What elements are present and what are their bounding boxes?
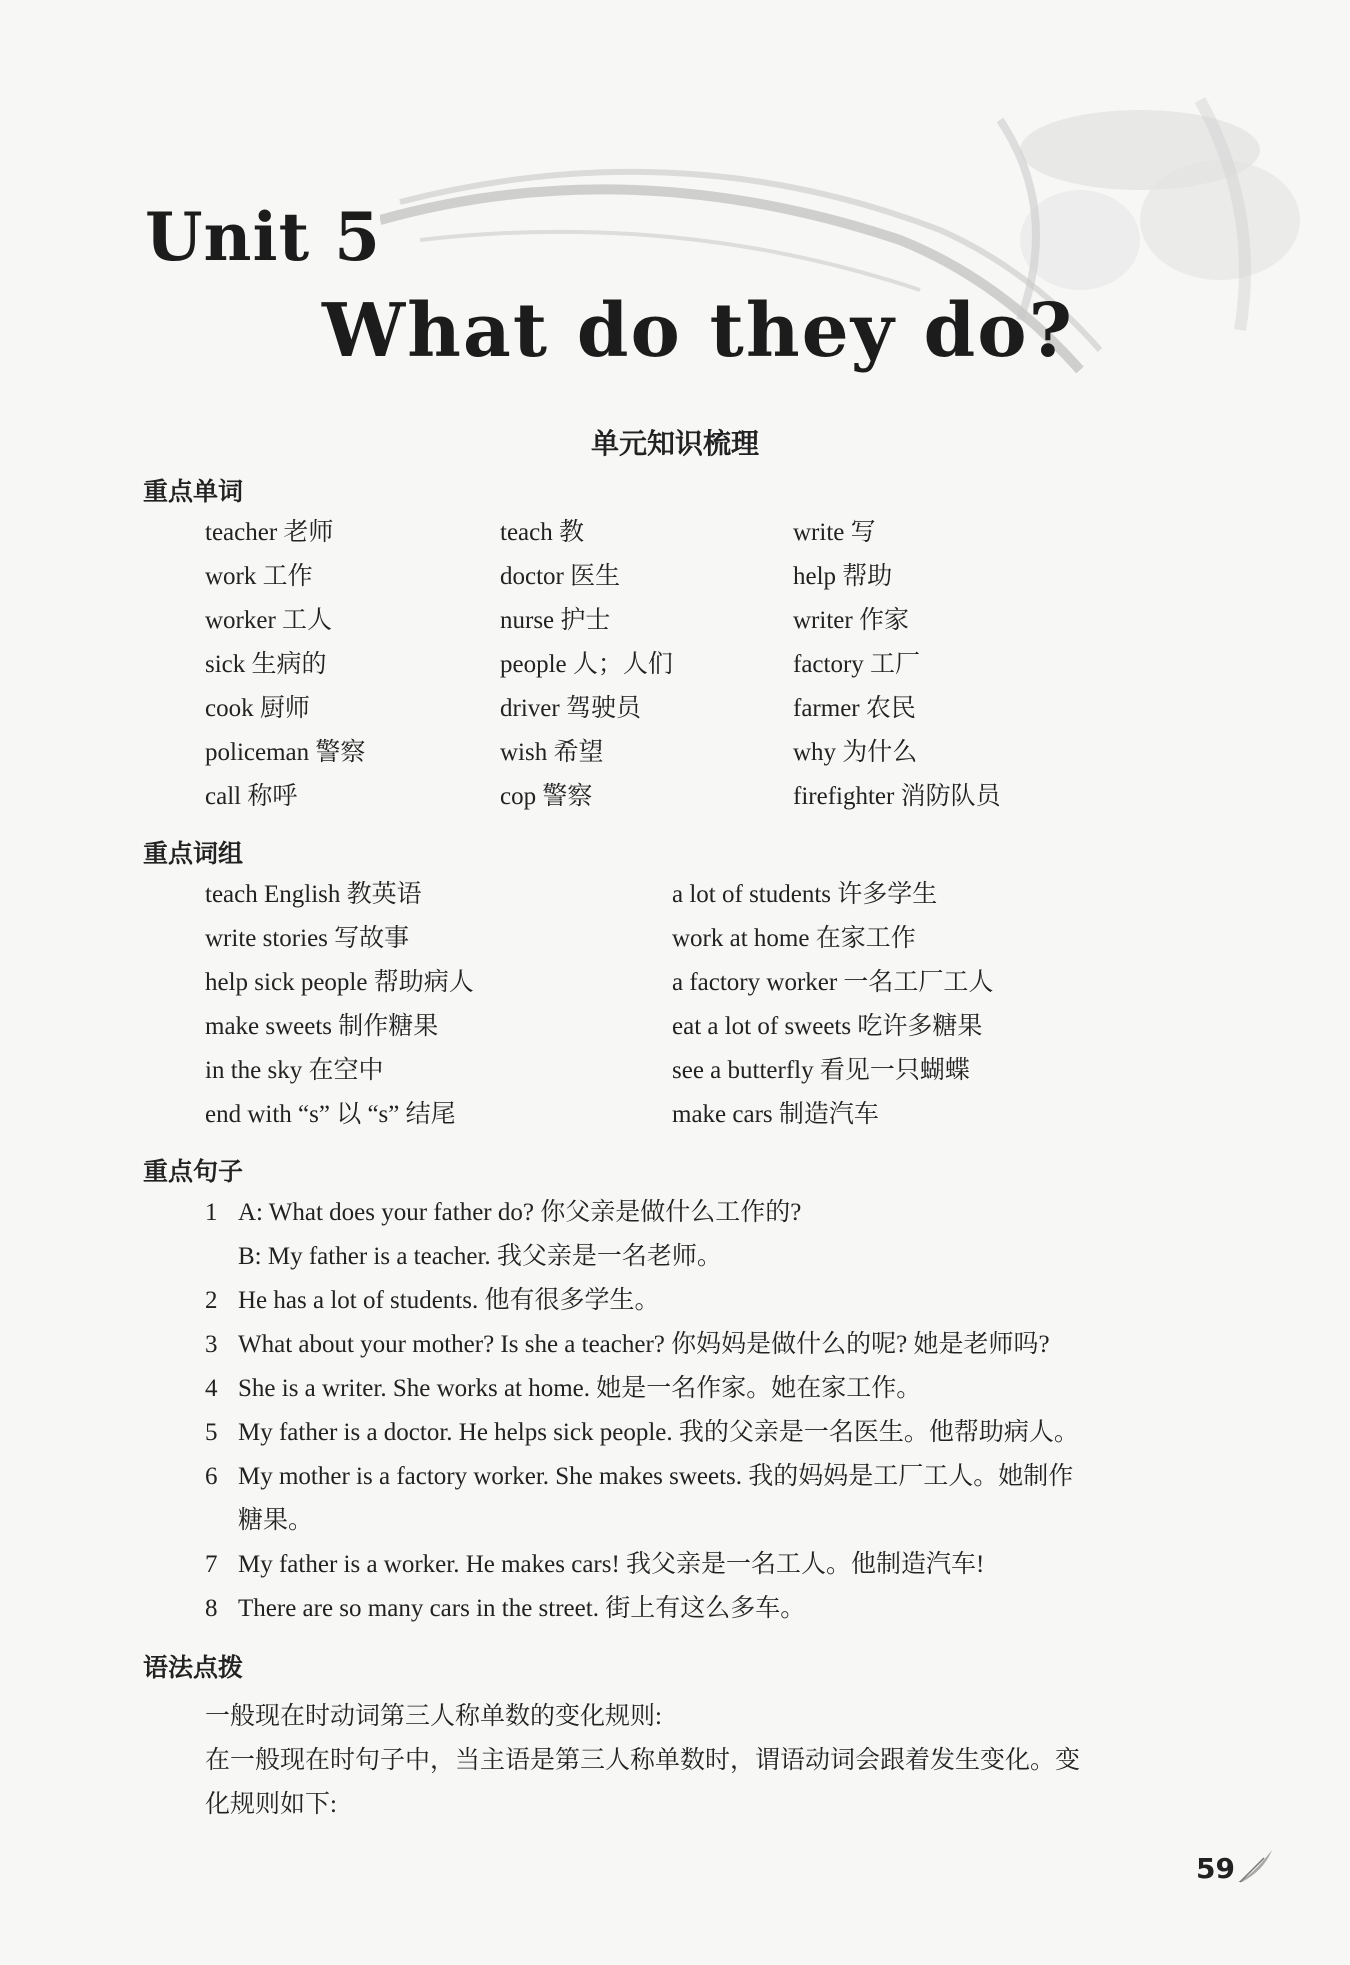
grammar-text: 在一般现在时句子中，当主语是第三人称单数时，谓语动词会跟着发生变化。变 bbox=[205, 1747, 1081, 1774]
phrase-item: write stories 写故事 bbox=[205, 925, 410, 952]
vocab-item: sick 生病的 bbox=[205, 651, 327, 678]
vocab-item: teacher 老师 bbox=[205, 519, 334, 546]
vocab-item: write 写 bbox=[793, 519, 876, 546]
unit-title: Unit 5 bbox=[145, 198, 382, 276]
vocab-heading: 重点单词 bbox=[143, 477, 244, 506]
vocab-item: help 帮助 bbox=[793, 563, 893, 590]
phrase-item: a factory worker 一名工厂工人 bbox=[672, 969, 994, 996]
phrase-item: eat a lot of sweets 吃许多糖果 bbox=[672, 1013, 983, 1040]
sentences-heading: 重点句子 bbox=[143, 1157, 244, 1186]
vocab-item: wish 希望 bbox=[500, 739, 604, 766]
sentence-text: My father is a worker. He makes cars! 我父亲是一名工人。他制造汽车! bbox=[238, 1551, 985, 1578]
sentence-number: 7 bbox=[205, 1551, 218, 1578]
phrase-item: help sick people 帮助病人 bbox=[205, 969, 474, 996]
unit-subtitle: What do they do? bbox=[322, 288, 1074, 374]
feather-icon bbox=[1234, 1846, 1278, 1886]
sentence-number: 4 bbox=[205, 1375, 218, 1402]
vocab-item: work 工作 bbox=[205, 563, 313, 590]
page-number: 59 bbox=[1196, 1852, 1235, 1885]
vocab-item: call 称呼 bbox=[205, 783, 298, 810]
phrase-item: a lot of students 许多学生 bbox=[672, 881, 938, 908]
phrase-item: work at home 在家工作 bbox=[672, 925, 916, 952]
vocab-item: nurse 护士 bbox=[500, 607, 611, 634]
vocab-item: cop 警察 bbox=[500, 783, 593, 810]
vocab-item: farmer 农民 bbox=[793, 695, 916, 722]
sentence-number: 5 bbox=[205, 1419, 218, 1446]
sentence-text: My mother is a factory worker. She makes sweets. 我的妈妈是工厂工人。她制作 bbox=[238, 1463, 1074, 1490]
sentence-text: He has a lot of students. 他有很多学生。 bbox=[238, 1287, 660, 1314]
grammar-heading: 语法点拨 bbox=[143, 1653, 244, 1682]
sentence-number: 2 bbox=[205, 1287, 218, 1314]
sentence-text: There are so many cars in the street. 街上有这么多车。 bbox=[238, 1595, 806, 1622]
phrase-item: make sweets 制作糖果 bbox=[205, 1013, 439, 1040]
sentence-text: 糖果。 bbox=[238, 1507, 314, 1534]
vocab-item: factory 工厂 bbox=[793, 651, 921, 678]
sentence-text: A: What does your father do? 你父亲是做什么工作的? bbox=[238, 1199, 802, 1226]
vocab-item: driver 驾驶员 bbox=[500, 695, 641, 722]
vocab-item: teach 教 bbox=[500, 519, 584, 546]
phrase-item: end with “s” 以 “s” 结尾 bbox=[205, 1101, 456, 1128]
grammar-body bbox=[205, 1695, 1205, 1827]
vocab-item: people 人；人们 bbox=[500, 651, 673, 678]
phrase-item: make cars 制造汽车 bbox=[672, 1101, 879, 1128]
vocab-item: writer 作家 bbox=[793, 607, 909, 634]
vocab-item: why 为什么 bbox=[793, 739, 918, 766]
grammar-text: 化规则如下: bbox=[205, 1791, 337, 1818]
sentence-number: 1 bbox=[205, 1199, 218, 1226]
phrase-item: teach English 教英语 bbox=[205, 881, 422, 908]
sentence-text: She is a writer. She works at home. 她是一名作家。她在家工作。 bbox=[238, 1375, 922, 1402]
sentence-number: 6 bbox=[205, 1463, 218, 1490]
vocab-item: worker 工人 bbox=[205, 607, 333, 634]
sentence-text: What about your mother? Is she a teacher? 你妈妈是做什么的呢? 她是老师吗? bbox=[238, 1331, 1050, 1358]
vocab-item: policeman 警察 bbox=[205, 739, 366, 766]
phrase-item: in the sky 在空中 bbox=[205, 1057, 384, 1084]
sentence-text: B: My father is a teacher. 我父亲是一名老师。 bbox=[238, 1243, 722, 1270]
vocab-item: firefighter 消防队员 bbox=[793, 783, 1001, 810]
phrase-item: see a butterfly 看见一只蝴蝶 bbox=[672, 1057, 970, 1084]
section-title: 单元知识梳理 bbox=[590, 427, 759, 460]
sentence-number: 8 bbox=[205, 1595, 218, 1622]
phrases-heading: 重点词组 bbox=[143, 839, 244, 868]
vocab-item: cook 厨师 bbox=[205, 695, 310, 722]
sentence-text: My father is a doctor. He helps sick people. 我的父亲是一名医生。他帮助病人。 bbox=[238, 1419, 1079, 1446]
grammar-intro: 一般现在时动词第三人称单数的变化规则: bbox=[205, 1703, 662, 1730]
sentence-number: 3 bbox=[205, 1331, 218, 1358]
vocab-item: doctor 医生 bbox=[500, 563, 621, 590]
